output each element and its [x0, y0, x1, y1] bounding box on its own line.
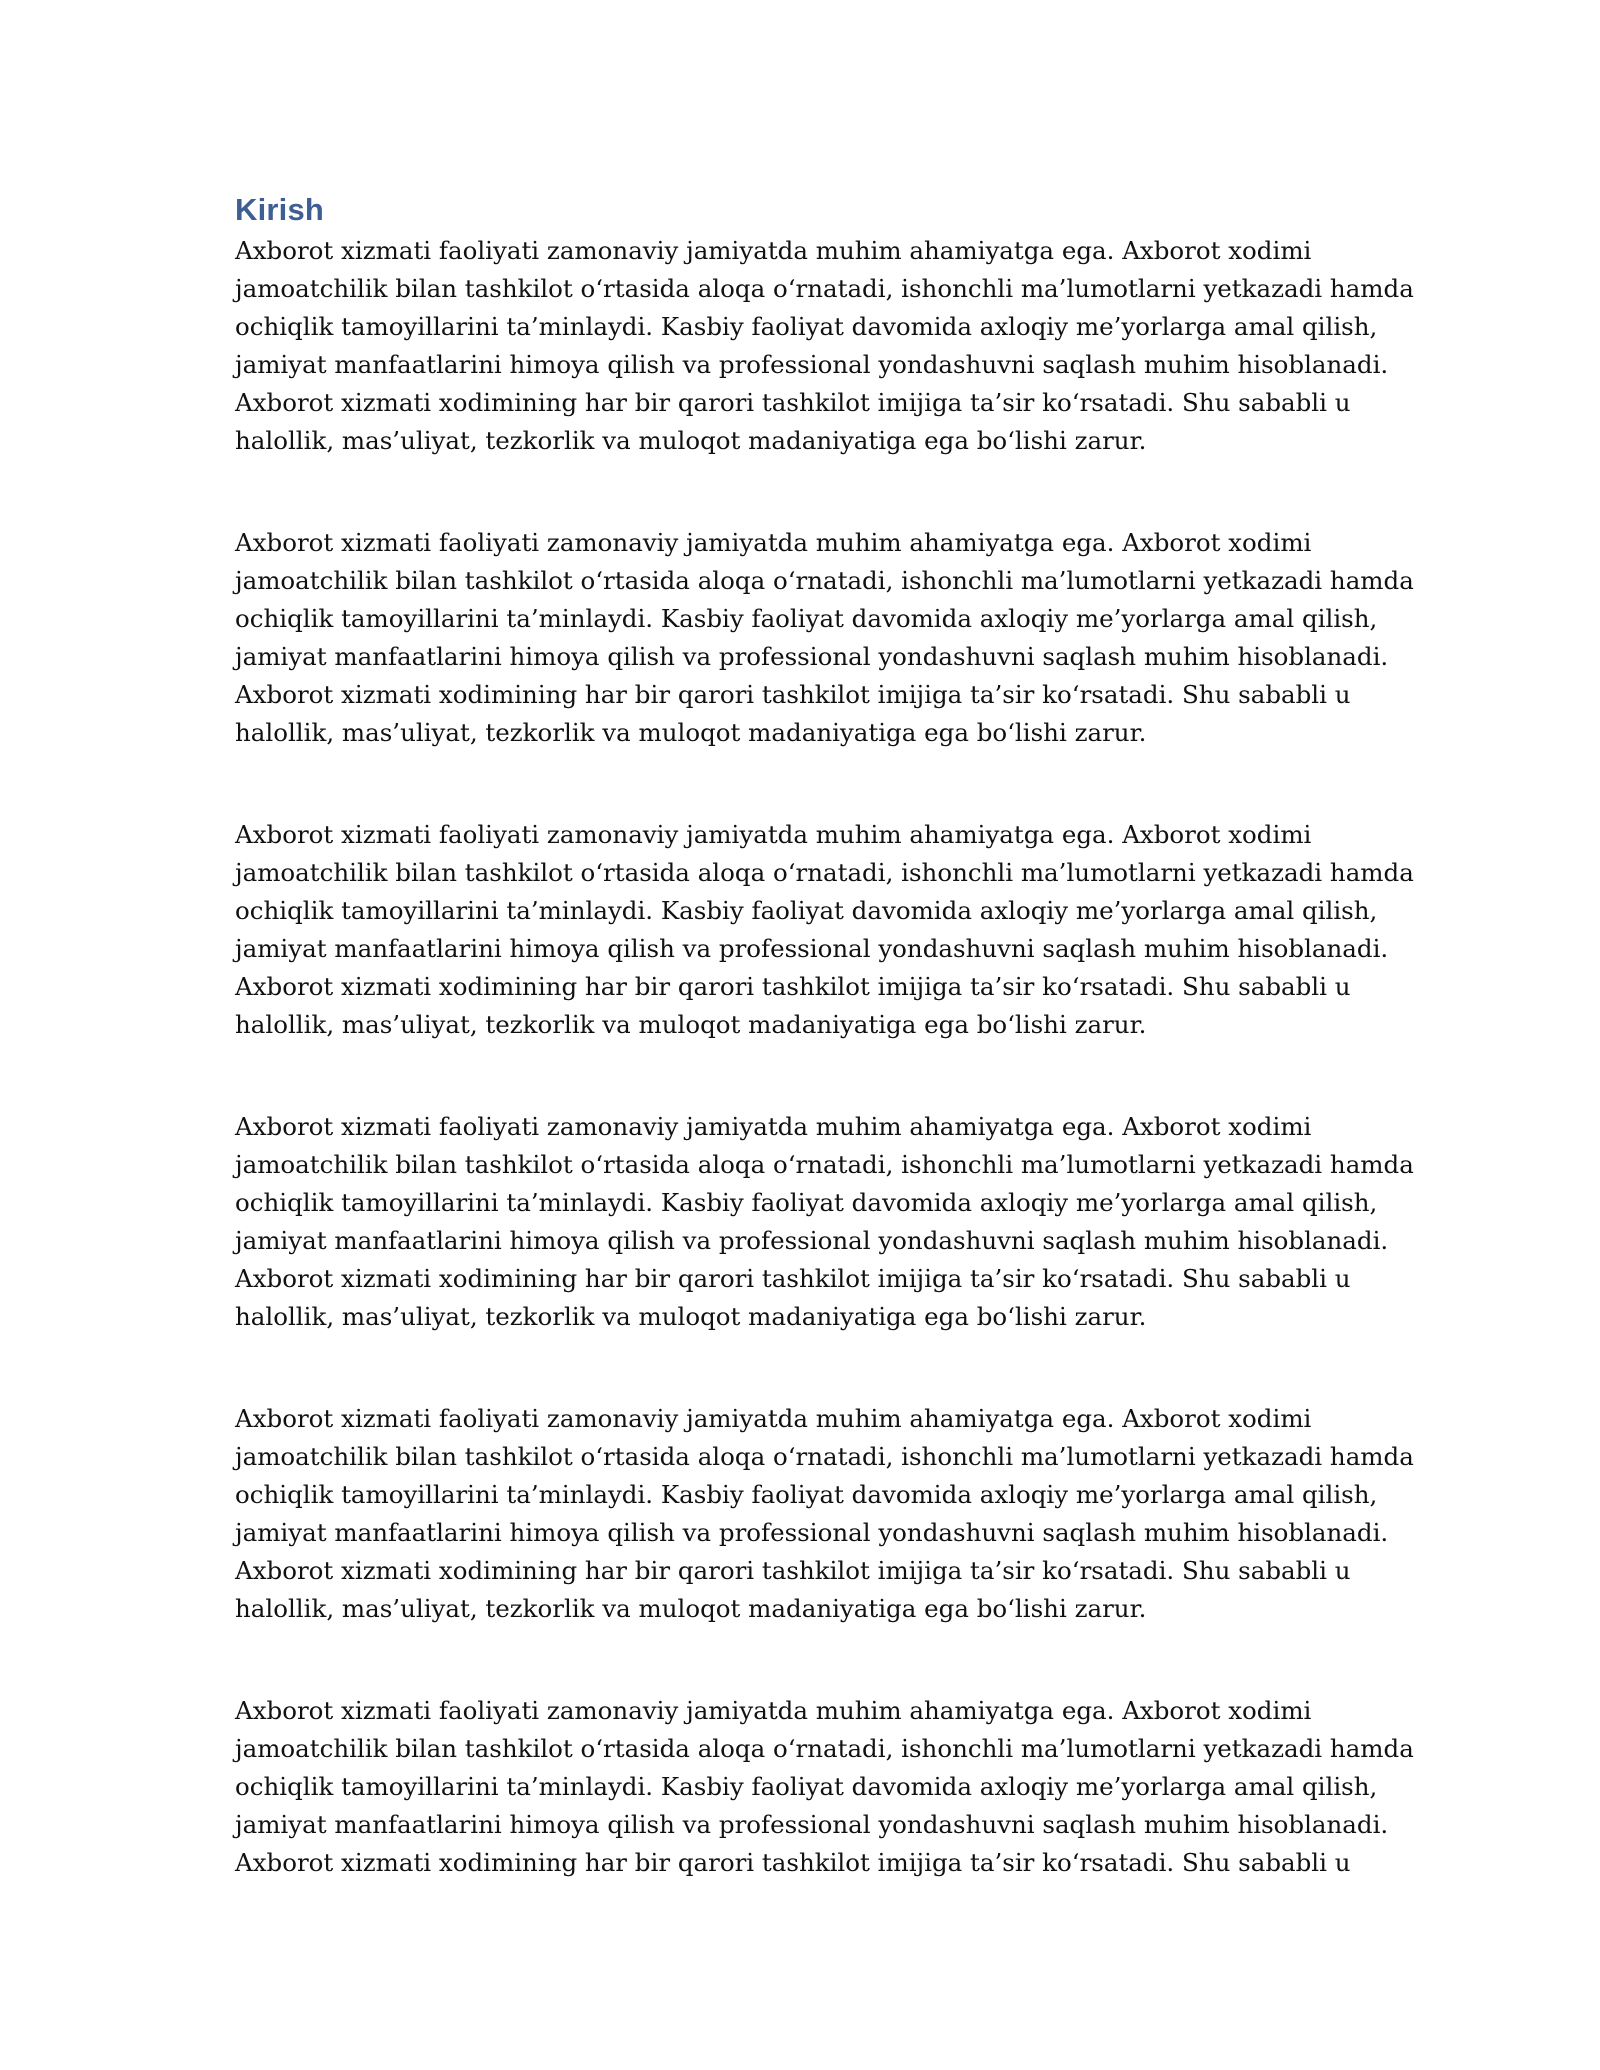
paragraph-line: Axborot xizmati faoliyati zamonaviy jamiyatda muhim ahamiyatga ega. Axborot xodimi: [235, 236, 1312, 265]
paragraph-line: halollik, mas’uliyat, tezkorlik va muloqot madaniyatiga ega bo‘lishi zarur.: [235, 718, 1147, 747]
paragraph-line: jamiyat manfaatlarini himoya qilish va professional yondashuvni saqlash muhim hisoblanadi.: [235, 350, 1389, 379]
paragraph-1: [235, 232, 1414, 460]
paragraph-5: [235, 1400, 1414, 1628]
paragraph-line: jamoatchilik bilan tashkilot o‘rtasida aloqa o‘rnatadi, ishonchli ma’lumotlarni yetkazadi hamda: [235, 1150, 1414, 1179]
paragraph-line: ochiqlik tamoyillarini ta’minlaydi. Kasbiy faoliyat davomida axloqiy me’yorlarga amal qilish,: [235, 896, 1378, 925]
paragraph-line: jamiyat manfaatlarini himoya qilish va professional yondashuvni saqlash muhim hisoblanadi.: [235, 1518, 1389, 1547]
paragraph-line: Axborot xizmati xodimining har bir qarori tashkilot imijiga ta’sir ko‘rsatadi. Shu sababli u: [235, 388, 1351, 417]
paragraph-line: jamoatchilik bilan tashkilot o‘rtasida aloqa o‘rnatadi, ishonchli ma’lumotlarni yetkazadi hamda: [235, 1442, 1414, 1471]
paragraph-line: Axborot xizmati xodimining har bir qarori tashkilot imijiga ta’sir ko‘rsatadi. Shu sababli u: [235, 972, 1351, 1001]
paragraph-line: halollik, mas’uliyat, tezkorlik va muloqot madaniyatiga ega bo‘lishi zarur.: [235, 1010, 1147, 1039]
paragraph-line: Axborot xizmati xodimining har bir qarori tashkilot imijiga ta’sir ko‘rsatadi. Shu sababli u: [235, 1264, 1351, 1293]
paragraph-line: Axborot xizmati faoliyati zamonaviy jamiyatda muhim ahamiyatga ega. Axborot xodimi: [235, 1696, 1312, 1725]
paragraph-3: [235, 816, 1414, 1044]
paragraph-line: ochiqlik tamoyillarini ta’minlaydi. Kasbiy faoliyat davomida axloqiy me’yorlarga amal qilish,: [235, 312, 1378, 341]
paragraph-4: [235, 1108, 1414, 1336]
paragraph-line: Axborot xizmati faoliyati zamonaviy jamiyatda muhim ahamiyatga ega. Axborot xodimi: [235, 820, 1312, 849]
paragraph-line: jamiyat manfaatlarini himoya qilish va professional yondashuvni saqlash muhim hisoblanadi.: [235, 1226, 1389, 1255]
paragraph-line: jamoatchilik bilan tashkilot o‘rtasida aloqa o‘rnatadi, ishonchli ma’lumotlarni yetkazadi hamda: [235, 274, 1414, 303]
paragraph-line: Axborot xizmati faoliyati zamonaviy jamiyatda muhim ahamiyatga ega. Axborot xodimi: [235, 528, 1312, 557]
paragraph-line: Axborot xizmati faoliyati zamonaviy jamiyatda muhim ahamiyatga ega. Axborot xodimi: [235, 1112, 1312, 1141]
paragraph-line: halollik, mas’uliyat, tezkorlik va muloqot madaniyatiga ega bo‘lishi zarur.: [235, 426, 1147, 455]
paragraph-line: jamoatchilik bilan tashkilot o‘rtasida aloqa o‘rnatadi, ishonchli ma’lumotlarni yetkazadi hamda: [235, 858, 1414, 887]
paragraph-line: jamoatchilik bilan tashkilot o‘rtasida aloqa o‘rnatadi, ishonchli ma’lumotlarni yetkazadi hamda: [235, 566, 1414, 595]
paragraph-2: [235, 524, 1414, 752]
section-heading: Kirish: [235, 192, 325, 227]
paragraph-line: halollik, mas’uliyat, tezkorlik va muloqot madaniyatiga ega bo‘lishi zarur.: [235, 1594, 1147, 1623]
paragraph-line: jamiyat manfaatlarini himoya qilish va professional yondashuvni saqlash muhim hisoblanadi.: [235, 1810, 1389, 1839]
document-content: [235, 190, 1414, 1882]
paragraph-line: halollik, mas’uliyat, tezkorlik va muloqot madaniyatiga ega bo‘lishi zarur.: [235, 1302, 1147, 1331]
paragraph-line: jamiyat manfaatlarini himoya qilish va professional yondashuvni saqlash muhim hisoblanadi.: [235, 642, 1389, 671]
paragraph-line: Axborot xizmati xodimining har bir qarori tashkilot imijiga ta’sir ko‘rsatadi. Shu sababli u: [235, 680, 1351, 709]
paragraph-line: ochiqlik tamoyillarini ta’minlaydi. Kasbiy faoliyat davomida axloqiy me’yorlarga amal qilish,: [235, 1772, 1378, 1801]
paragraph-line: jamoatchilik bilan tashkilot o‘rtasida aloqa o‘rnatadi, ishonchli ma’lumotlarni yetkazadi hamda: [235, 1734, 1414, 1763]
paragraph-line: ochiqlik tamoyillarini ta’minlaydi. Kasbiy faoliyat davomida axloqiy me’yorlarga amal qilish,: [235, 1480, 1378, 1509]
paragraph-line: Axborot xizmati xodimining har bir qarori tashkilot imijiga ta’sir ko‘rsatadi. Shu sababli u: [235, 1556, 1351, 1585]
paragraph-line: ochiqlik tamoyillarini ta’minlaydi. Kasbiy faoliyat davomida axloqiy me’yorlarga amal qilish,: [235, 1188, 1378, 1217]
paragraph-line: jamiyat manfaatlarini himoya qilish va professional yondashuvni saqlash muhim hisoblanadi.: [235, 934, 1389, 963]
paragraph-line: Axborot xizmati xodimining har bir qarori tashkilot imijiga ta’sir ko‘rsatadi. Shu sababli u: [235, 1848, 1351, 1877]
paragraph-line: Axborot xizmati faoliyati zamonaviy jamiyatda muhim ahamiyatga ega. Axborot xodimi: [235, 1404, 1312, 1433]
paragraph-line: ochiqlik tamoyillarini ta’minlaydi. Kasbiy faoliyat davomida axloqiy me’yorlarga amal qilish,: [235, 604, 1378, 633]
paragraph-6: [235, 1692, 1414, 1882]
